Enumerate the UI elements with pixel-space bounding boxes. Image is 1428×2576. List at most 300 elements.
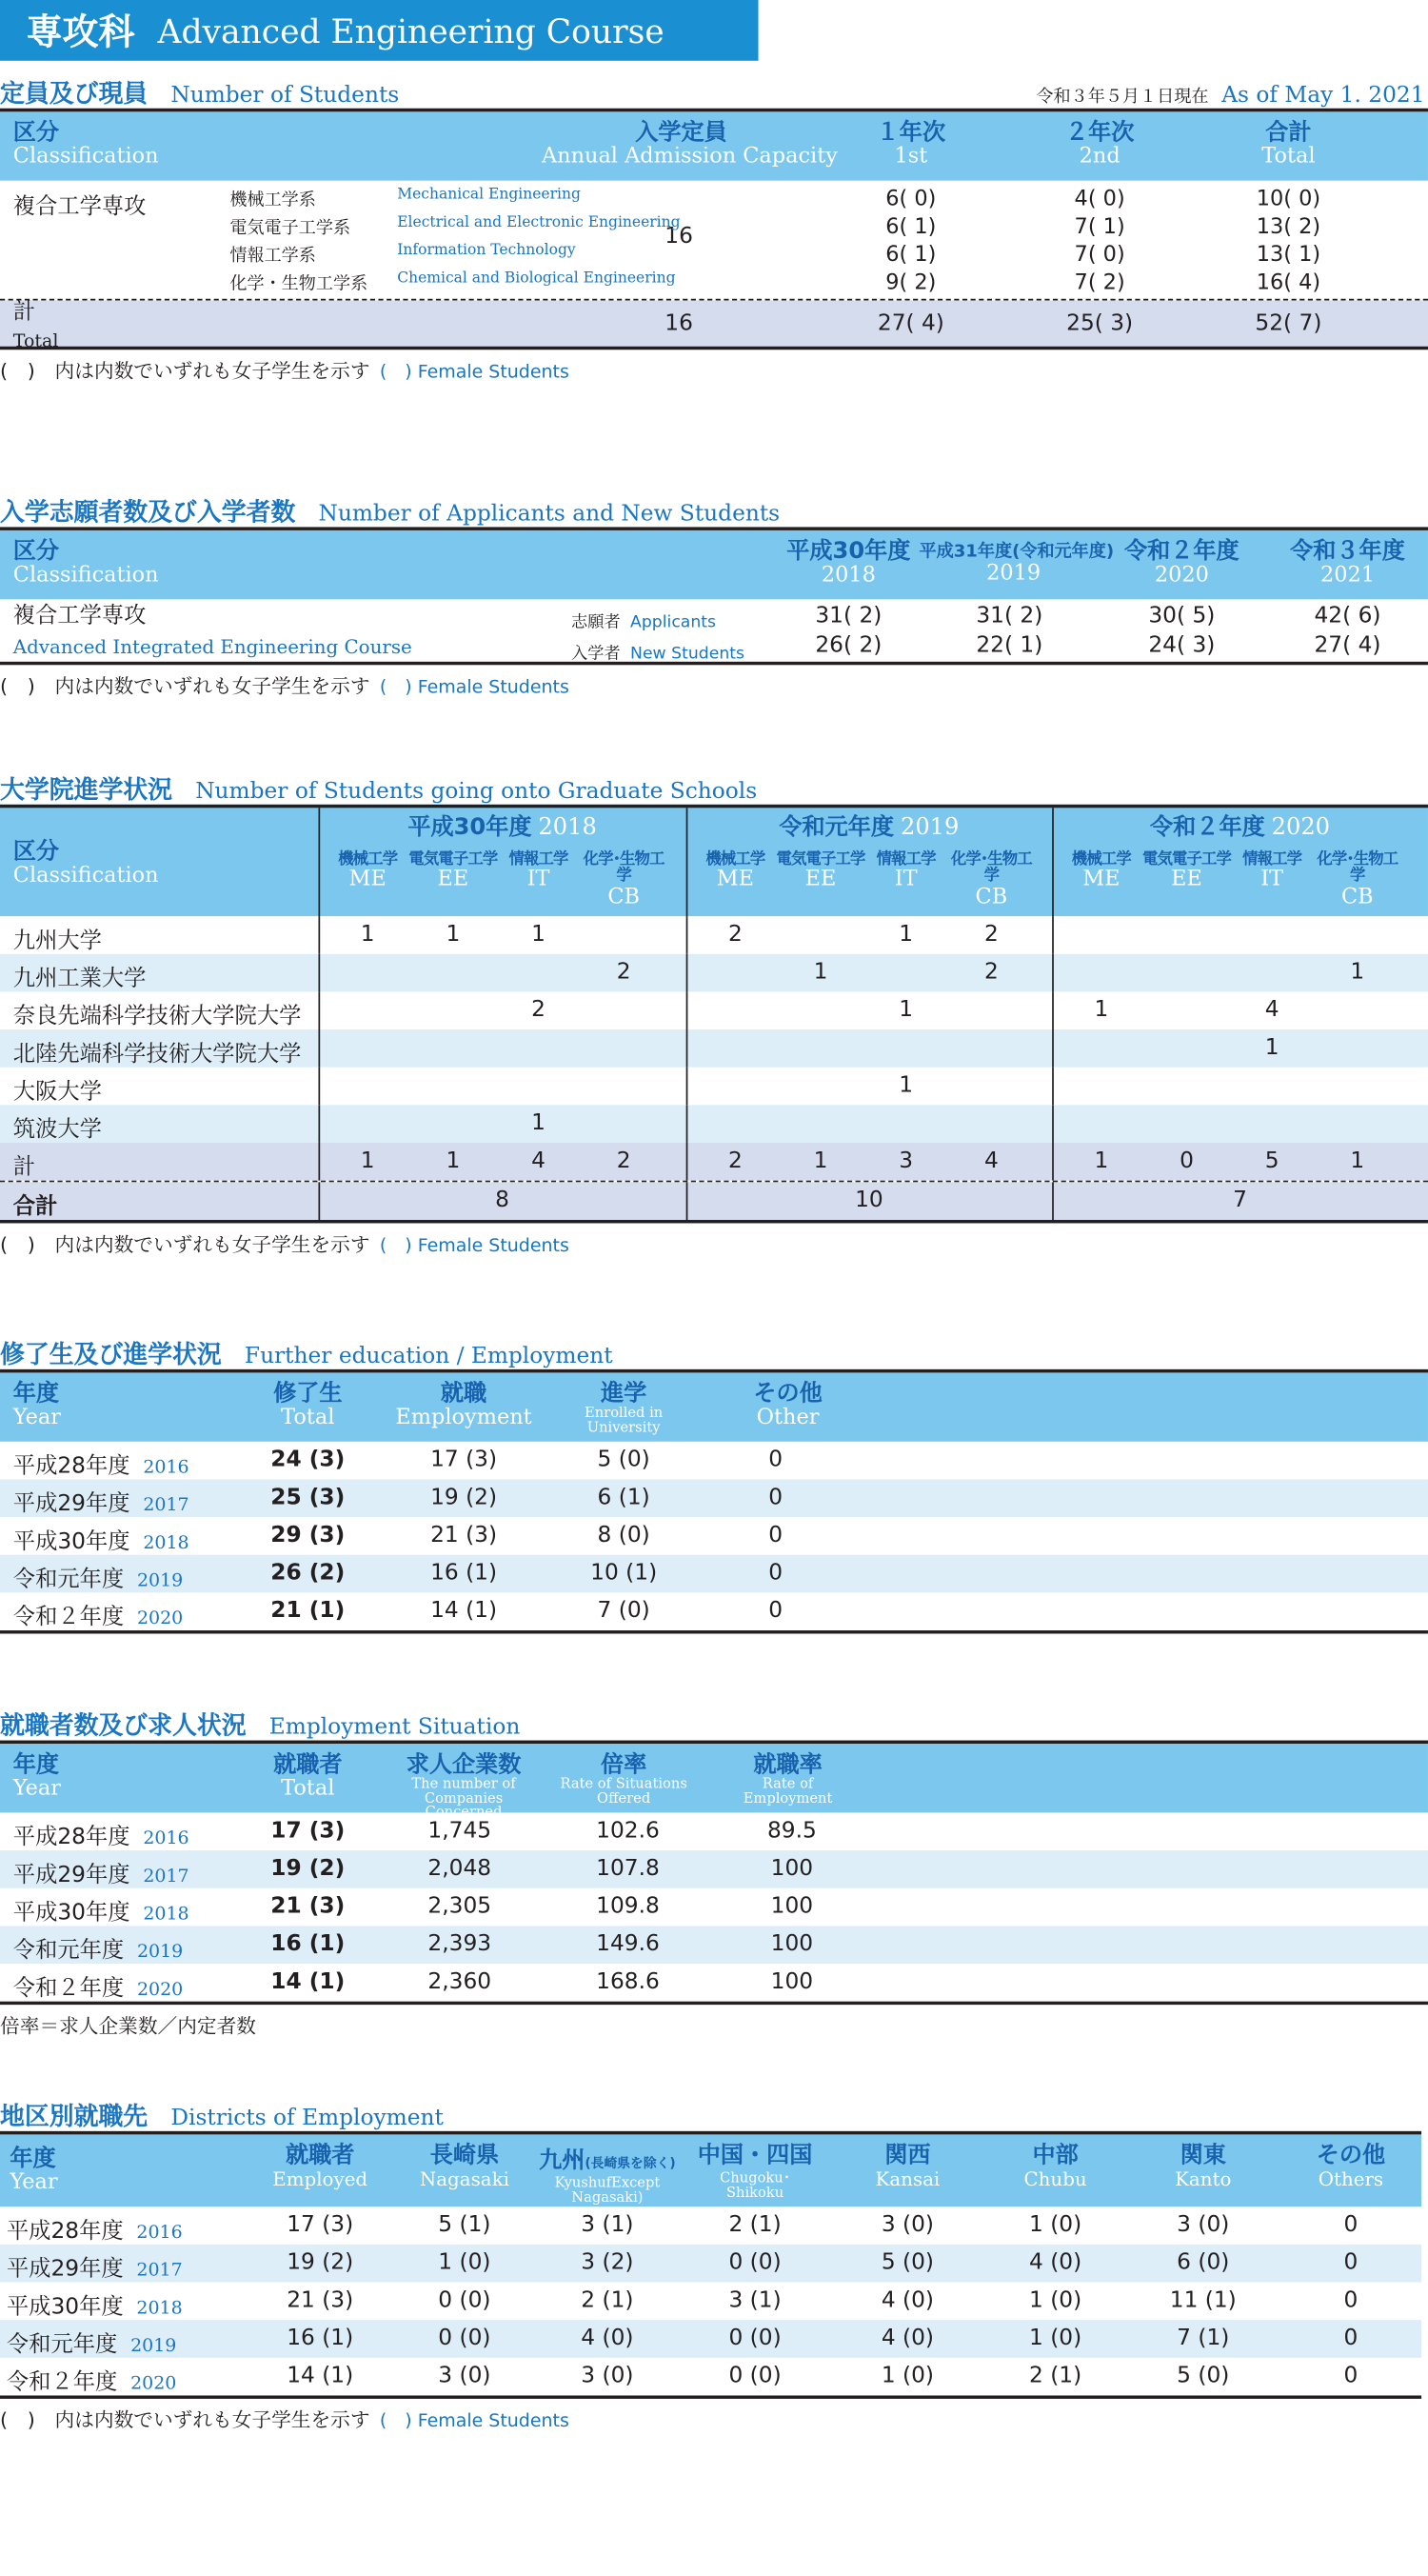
year2-count: 4( 0) [1074, 187, 1125, 212]
year-cell [7, 2249, 183, 2282]
other-cell: 0 [768, 1559, 783, 1587]
year-cell [13, 1893, 189, 1926]
district-column-header [1277, 2142, 1424, 2191]
companies-cell: 2,360 [427, 1968, 492, 1995]
count-cell: 1 [360, 1148, 375, 1174]
section-title-en: Number of Students [170, 82, 400, 109]
column-divider [318, 1029, 320, 1068]
table-row [0, 1479, 1428, 1517]
grand-total-label: 合計 [12, 1193, 58, 1221]
school-name: 九州大学 [12, 928, 102, 954]
column-divider [318, 1068, 320, 1106]
district-cell: 4 (0) [1028, 2249, 1082, 2276]
year-group-header [1052, 811, 1428, 842]
column-divider [686, 1068, 688, 1106]
dept-jp: 情報工学 [876, 850, 936, 869]
column-divider [318, 1143, 320, 1181]
rate-cell: 168.6 [596, 1968, 660, 1995]
year-en: 2020 [136, 1607, 184, 1629]
count-cell: 3 [899, 1148, 914, 1174]
count-cell: 1 [1094, 1148, 1109, 1174]
column-divider [686, 916, 688, 954]
table-row [0, 1068, 1428, 1106]
table-row [0, 916, 1428, 954]
district-en: Nagasaki [419, 2167, 509, 2191]
count-cell: 2 [531, 996, 545, 1024]
school-name: 計 [12, 1154, 36, 1181]
total-count: 10( 0) [1256, 187, 1321, 212]
year-cell [13, 1931, 183, 1964]
count-cell: 1 [899, 1071, 914, 1099]
dept-en: EE [1171, 868, 1202, 892]
section-students [0, 75, 1428, 386]
year-jp: 令和元年度 [12, 1566, 125, 1593]
district-cell: 16 (1) [287, 2325, 354, 2351]
dept-en: IT [894, 868, 918, 892]
district-cell: 6 (0) [1177, 2249, 1230, 2276]
year-jp: 平成30年度 [6, 2293, 124, 2321]
district-cell: 0 (0) [728, 2249, 782, 2276]
total-cell: 14 (1) [270, 1968, 346, 1995]
count-cell: 1 [899, 921, 914, 948]
count-cell: 5 [1264, 1148, 1279, 1174]
employment-cell: 19 (2) [430, 1484, 498, 1511]
district-en: KyushufExcept Nagasaki) [554, 2176, 661, 2207]
year-en: 2020 [136, 1978, 184, 2000]
year-en: 2018 [143, 1531, 189, 1553]
subtotal-row [0, 1143, 1428, 1181]
dept-jp: 機械工学 [705, 850, 765, 869]
table-row [0, 2245, 1421, 2283]
year-group-en: 2019 [900, 814, 960, 841]
year-jp: 令和元年度 [6, 2331, 118, 2358]
year2-count: 7( 0) [1074, 243, 1125, 269]
other-cell: 0 [768, 1597, 783, 1625]
district-cell: 3 (1) [581, 2211, 634, 2238]
school-name: 大阪大学 [12, 1078, 102, 1106]
dept-name-jp: 情報工学系 [229, 246, 316, 267]
district-jp: 中国・四国 [697, 2142, 813, 2169]
district-en: Kansai [875, 2167, 941, 2191]
dept-en: ME [716, 868, 755, 892]
section-title-en: Number of Students going onto Graduate Schools [195, 778, 758, 805]
applicants-row: 複合工学専攻 Advanced Integrated Engineering Course 志願者 Applicants 入学者 New Students 31( 2) 26( 2) 31( 2) 22( 1) 30( 5) 24( 3) 42( 6) 27( 4) [0, 599, 1428, 665]
district-column-header [834, 2142, 982, 2191]
dept-name-en: Chemical and Biological Engineering [397, 270, 676, 288]
table-row [0, 1592, 1428, 1630]
year-group-header [318, 811, 685, 842]
section-applicants [0, 494, 1428, 701]
district-cell: 17 (3) [287, 2211, 354, 2238]
table-row [0, 1029, 1428, 1068]
section-title-jp: 定員及び現員 [0, 78, 149, 109]
section-title-jp: 修了生及び進学状況 [0, 1339, 222, 1369]
banner-title-jp: 専攻科 [26, 12, 135, 54]
year-cell [7, 2211, 183, 2244]
table-header: 年度 Year 修了生 Total 就職 Employment 進学 Enrolled in University その他 Other [0, 1369, 1428, 1442]
district-en: Others [1318, 2167, 1384, 2191]
dept-column-header [322, 852, 414, 893]
district-cell: 4 (0) [581, 2325, 634, 2351]
district-column-header [982, 2142, 1129, 2191]
employment-rate-cell: 89.5 [766, 1817, 817, 1845]
female-note: ( ) 内は内数でいずれも女子学生を示す ( ) Female Students [0, 674, 569, 698]
column-divider [1052, 991, 1054, 1029]
total-count: 13( 1) [1256, 243, 1321, 269]
companies-cell: 2,048 [427, 1855, 492, 1882]
column-divider [318, 808, 320, 916]
year1-count: 9( 2) [885, 270, 937, 296]
school-name: 北陸先端科学技術大学院大学 [12, 1041, 302, 1068]
year-en: 2017 [136, 2259, 183, 2281]
grand-total-row [0, 1182, 1428, 1220]
employment-rate-cell: 100 [770, 1855, 814, 1882]
year-cell [7, 2325, 176, 2357]
count-cell: 0 [1180, 1148, 1194, 1174]
employment-cell: 14 (1) [430, 1597, 498, 1625]
dept-column-header [945, 852, 1038, 910]
university-cell: 10 (1) [590, 1559, 658, 1587]
year-cell [7, 2363, 176, 2395]
table-row [0, 1850, 1428, 1888]
year-en: 2018 [136, 2297, 183, 2319]
year-jp: 令和２年度 [12, 1604, 125, 1631]
column-divider [686, 1143, 688, 1181]
school-name: 筑波大学 [12, 1116, 102, 1143]
dept-name-en: Mechanical Engineering [397, 187, 581, 204]
column-divider [318, 1182, 320, 1220]
new-students-count: 26( 2) [815, 631, 883, 659]
table-header: 区分 Classification 入学定員 Annual Admission Capacity １年次 1st ２年次 2nd 合計 Total [0, 109, 1428, 181]
district-cell: 4 (0) [881, 2325, 935, 2351]
university-cell: 8 (0) [597, 1522, 650, 1548]
section-graduate-schools [0, 771, 1428, 1259]
count-cell: 1 [531, 1109, 545, 1137]
district-cell: 0 (0) [728, 2362, 782, 2389]
dept-en: IT [1260, 868, 1284, 892]
companies-cell: 1,745 [427, 1817, 492, 1845]
dept-jp: 電気電子工学 [408, 850, 498, 869]
employment-rate-cell: 100 [770, 1968, 814, 1995]
column-divider [686, 954, 688, 992]
column-divider [318, 954, 320, 992]
total-cell: 26 (2) [270, 1559, 346, 1587]
year-cell [13, 1560, 183, 1592]
count-cell: 4 [531, 1148, 545, 1174]
table-row [0, 1964, 1428, 2002]
district-column-header [390, 2142, 538, 2191]
count-cell: 1 [899, 996, 914, 1024]
district-cell: 3 (2) [581, 2249, 634, 2276]
year-en: 2017 [143, 1493, 189, 1516]
count-cell: 1 [1264, 1034, 1279, 1061]
total-count: 13( 2) [1256, 214, 1321, 240]
year-jp: 平成29年度 [12, 1490, 130, 1518]
year-en: 2019 [130, 2334, 177, 2357]
district-cell: 21 (3) [287, 2286, 354, 2314]
year-group-jp: 平成30年度 [407, 814, 532, 841]
dept-en: IT [526, 868, 550, 892]
district-cell: 0 [1343, 2249, 1359, 2276]
district-cell: 0 [1343, 2286, 1359, 2314]
year1-count: 6( 0) [885, 187, 937, 212]
year-group-en: 2018 [538, 814, 597, 841]
dept-name-jp: 化学・生物工学系 [229, 273, 368, 294]
dept-en: ME [1082, 868, 1121, 892]
section-districts [0, 2098, 1428, 2434]
dept-column-header [1226, 852, 1319, 893]
year-cell [13, 1447, 189, 1479]
total-cell: 17 (3) [270, 1817, 346, 1845]
dept-en: ME [348, 868, 387, 892]
district-en: Employed [272, 2167, 368, 2191]
female-note: ( ) 内は内数でいずれも女子学生を示す ( ) Female Students [0, 359, 569, 383]
as-of-date: 令和３年５月１日現在 As of May 1. 2021 [1036, 82, 1425, 109]
district-cell: 3 (0) [1177, 2211, 1230, 2238]
district-en: Chubu [1023, 2167, 1087, 2191]
rate-note: 倍率＝求人企業数／内定者数 [0, 2014, 256, 2038]
count-cell: 2 [983, 958, 999, 986]
year-en: 2020 [130, 2372, 177, 2394]
table-header: 年度 Year 就職者 Employed 長崎県 Nagasaki 九州(長崎県を除く) KyushufExcept Nagasaki) 中国・四国 Chugoku･Shikoku 関西 Kansai 中部 Chubu 関東 Kanto その他 Others [0, 2131, 1421, 2207]
count-cell: 2 [616, 1148, 631, 1174]
section-title-en: Further education / Employment [244, 1343, 613, 1369]
year-cell [13, 1968, 183, 2001]
column-divider [1052, 1105, 1054, 1143]
column-divider [1052, 1029, 1054, 1068]
course-banner [0, 0, 759, 61]
column-divider [1052, 916, 1054, 954]
table-row [0, 954, 1428, 992]
rate-cell: 107.8 [596, 1855, 660, 1882]
dept-column-header [775, 852, 867, 893]
year-cell [13, 1522, 189, 1554]
section-title-en: Employment Situation [268, 1713, 521, 1741]
district-cell: 19 (2) [287, 2249, 354, 2276]
district-cell: 5 (1) [438, 2211, 491, 2238]
employment-cell: 21 (3) [430, 1522, 498, 1548]
dept-column-header [689, 852, 782, 893]
district-cell: 1 (0) [438, 2249, 491, 2276]
count-cell: 2 [727, 921, 743, 948]
total-cell: 21 (3) [270, 1892, 346, 1920]
grand-total-value: 8 [495, 1187, 509, 1214]
district-en: Chugoku･Shikoku [720, 2170, 791, 2202]
dept-block [0, 181, 1428, 299]
count-cell: 2 [983, 921, 999, 948]
column-divider [686, 991, 688, 1029]
school-name: 九州工業大学 [12, 965, 147, 992]
table-header: 区分 Classification 平成30年度 2018 平成31年度(令和元年度) 2019 令和２年度 2020 令和３年度 2021 [0, 527, 1428, 599]
district-cell: 0 (0) [438, 2325, 491, 2351]
other-cell: 0 [768, 1446, 783, 1473]
district-cell: 1 (0) [1028, 2286, 1082, 2314]
table-row [0, 2282, 1421, 2320]
column-divider [1052, 1182, 1054, 1220]
applicants-count: 31( 2) [976, 602, 1043, 629]
count-cell: 1 [1350, 958, 1365, 986]
dept-jp: 電気電子工学 [776, 850, 865, 869]
column-divider [1052, 1143, 1054, 1181]
district-cell: 5 (0) [881, 2249, 935, 2276]
section-further-education [0, 1336, 1428, 1633]
year-group-jp: 令和元年度 [779, 814, 895, 841]
year-jp: 平成29年度 [6, 2255, 124, 2283]
year2-count: 7( 1) [1074, 214, 1125, 240]
dept-jp: 化学･生物工学 [583, 850, 664, 887]
total-cell: 16 (1) [270, 1930, 346, 1958]
table-row [0, 2358, 1421, 2396]
dept-en: CB [975, 885, 1008, 909]
dept-jp: 情報工学 [1242, 850, 1302, 869]
count-cell: 1 [813, 1148, 828, 1174]
applicants-count: 30( 5) [1148, 602, 1216, 629]
banner-title-en: Advanced Engineering Course [157, 10, 664, 50]
female-note: ( ) 内は内数でいずれも女子学生を示す ( ) Female Students [0, 1232, 569, 1256]
other-cell: 0 [768, 1522, 783, 1548]
employment-cell: 16 (1) [430, 1559, 498, 1587]
district-cell: 4 (0) [881, 2286, 935, 2314]
grand-total-value: 7 [1233, 1187, 1247, 1214]
dept-jp: 情報工学 [508, 850, 568, 869]
dept-name-en: Information Technology [397, 243, 576, 260]
table-row [0, 991, 1428, 1029]
total-row: 計 Total 16 27( 4) 25( 3) 52( 7) [0, 301, 1428, 350]
district-cell: 3 (0) [581, 2362, 634, 2389]
district-cell: 0 [1343, 2211, 1359, 2238]
dept-column-header [492, 852, 585, 893]
district-column-header [1129, 2142, 1277, 2191]
rate-cell: 109.8 [596, 1892, 660, 1920]
dept-column-header [1312, 852, 1404, 910]
dept-jp: 化学･生物工学 [950, 850, 1032, 887]
district-jp: 長崎県 [429, 2142, 500, 2169]
table-row [0, 1926, 1428, 1964]
section-title-jp: 大学院進学状況 [0, 774, 173, 805]
dept-column-header [1056, 852, 1148, 893]
year-en: 2016 [136, 2221, 183, 2244]
employment-rate-cell: 100 [770, 1930, 814, 1958]
dept-jp: 機械工学 [338, 850, 398, 869]
employment-rate-cell: 100 [770, 1892, 814, 1920]
total-cell: 25 (3) [270, 1484, 346, 1511]
university-cell: 7 (0) [597, 1597, 650, 1625]
district-cell: 1 (0) [881, 2362, 935, 2389]
course-name: 複合工学専攻 [12, 193, 147, 221]
year-jp: 平成30年度 [12, 1899, 130, 1927]
column-divider [318, 991, 320, 1029]
district-cell: 0 (0) [728, 2325, 782, 2351]
dept-jp: 機械工学 [1071, 850, 1131, 869]
companies-cell: 2,393 [427, 1930, 492, 1958]
section-title-jp: 地区別就職先 [0, 2101, 149, 2131]
total-cell: 29 (3) [270, 1522, 346, 1548]
column-divider [318, 916, 320, 954]
district-en: Kanto [1175, 2167, 1232, 2191]
dept-column-header [860, 852, 952, 893]
year-group-header [686, 811, 1052, 842]
new-students-count: 24( 3) [1148, 631, 1216, 659]
district-cell: 1 (0) [1028, 2211, 1082, 2238]
count-cell: 2 [727, 1148, 743, 1174]
dept-en: CB [1341, 885, 1374, 909]
district-cell: 7 (1) [1177, 2325, 1230, 2351]
university-cell: 5 (0) [597, 1446, 650, 1473]
district-jp-sub: (長崎県を除く) [585, 2155, 676, 2171]
district-column-header [533, 2145, 681, 2206]
district-cell: 2 (1) [728, 2211, 782, 2238]
year2-count: 7( 2) [1074, 270, 1125, 296]
table-row [0, 1517, 1428, 1555]
table-row [0, 2207, 1421, 2245]
year-cell [13, 1598, 183, 1630]
dept-jp: 化学･生物工学 [1317, 850, 1398, 887]
year-jp: 令和２年度 [12, 1975, 125, 2002]
table-row [0, 1812, 1428, 1850]
count-cell: 1 [360, 921, 375, 948]
section-title-en: Districts of Employment [170, 2105, 444, 2131]
district-jp: その他 [1316, 2142, 1386, 2169]
count-cell: 1 [446, 1148, 461, 1174]
total-cell: 19 (2) [270, 1855, 346, 1882]
year-en: 2016 [143, 1456, 189, 1478]
other-cell: 0 [768, 1484, 783, 1511]
dept-en: EE [437, 868, 469, 892]
school-name: 奈良先端科学技術大学院大学 [12, 1003, 302, 1030]
applicants-count: 31( 2) [815, 602, 883, 629]
district-cell: 11 (1) [1169, 2286, 1237, 2314]
total-count: 16( 4) [1256, 270, 1321, 296]
table-row [0, 1442, 1428, 1480]
dept-name-en: Electrical and Electronic Engineering [397, 214, 681, 232]
district-cell: 0 [1343, 2325, 1359, 2351]
year1-count: 6( 1) [885, 214, 937, 240]
year-en: 2019 [136, 1569, 184, 1591]
dept-column-header [407, 852, 500, 893]
rate-cell: 102.6 [596, 1817, 660, 1845]
section-title-jp: 就職者数及び求人状況 [0, 1710, 247, 1741]
district-cell: 1 (0) [1028, 2325, 1082, 2351]
dept-column-header [578, 852, 670, 910]
count-cell: 1 [813, 958, 828, 986]
year-jp: 平成28年度 [6, 2218, 124, 2245]
column-divider [1052, 954, 1054, 992]
year-jp: 令和２年度 [6, 2368, 118, 2396]
district-cell: 0 [1343, 2362, 1359, 2389]
table-row [0, 1888, 1428, 1927]
column-divider [686, 808, 688, 916]
table-row [0, 2320, 1421, 2358]
year-cell [7, 2287, 183, 2320]
district-cell: 3 (0) [881, 2211, 935, 2238]
year-cell [13, 1855, 189, 1887]
university-cell: 6 (1) [597, 1484, 650, 1511]
dept-name-jp: 機械工学系 [229, 190, 316, 210]
district-jp: 中部 [1032, 2142, 1079, 2169]
year-en: 2017 [143, 1865, 189, 1887]
district-cell: 2 (1) [1028, 2362, 1082, 2389]
year-jp: 平成29年度 [12, 1862, 130, 1888]
section-title-jp: 入学志願者数及び入学者数 [0, 497, 296, 528]
year-group-jp: 令和２年度 [1150, 814, 1265, 841]
district-cell: 0 (0) [438, 2286, 491, 2314]
new-students-count: 22( 1) [976, 631, 1043, 659]
year-jp: 平成28年度 [12, 1824, 130, 1851]
table-row [0, 1555, 1428, 1593]
district-cell: 5 (0) [1177, 2362, 1230, 2389]
companies-cell: 2,305 [427, 1892, 492, 1920]
table-header: 年度 Year 就職者 Total 求人企業数 The number of Companies Concerned 倍率 Rate of Situations Offered 就職率 Rate of Employment [0, 1741, 1428, 1813]
